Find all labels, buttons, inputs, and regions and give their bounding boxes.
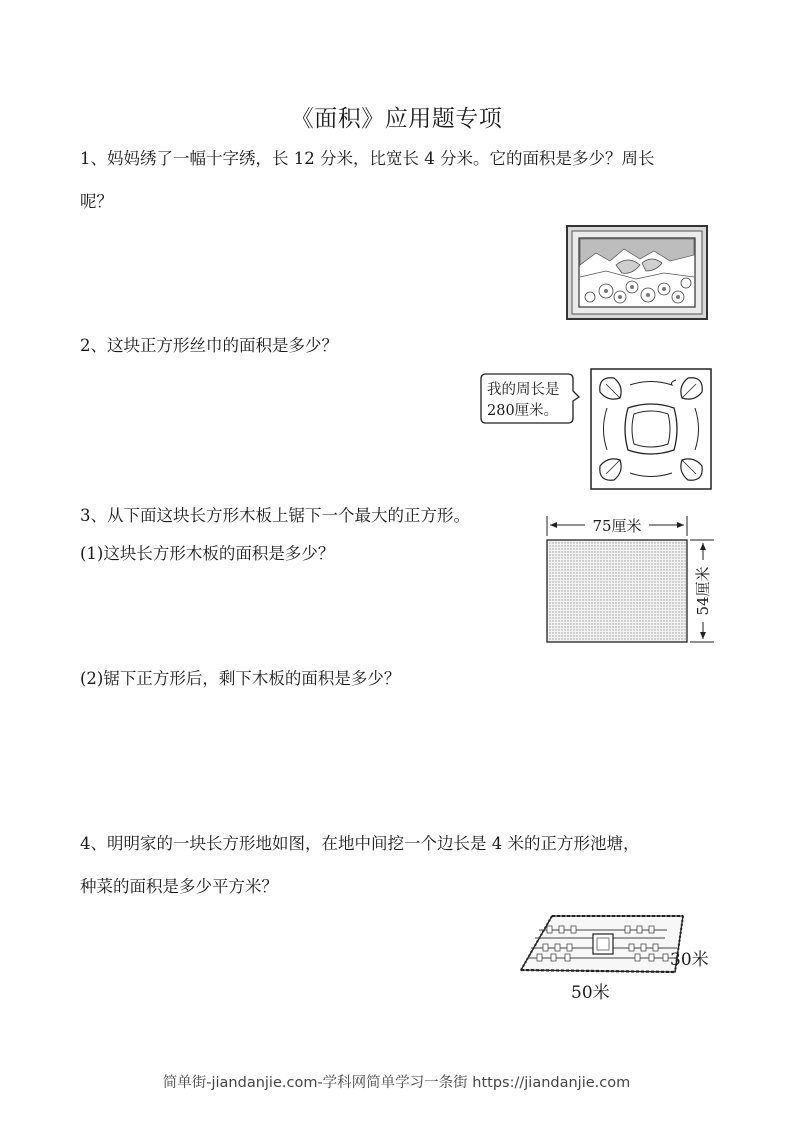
footer-text: 简单街-jiandanjie.com-学科网简单学习一条街 https://jiandanjie.com [162, 1075, 631, 1091]
field-length-label: 50米 [571, 983, 610, 1003]
field-width-label: 30米 [670, 950, 709, 970]
board-height-label: 54厘米 [694, 566, 712, 616]
question-3-sub1: (1)这块长方形木板的面积是多少？ [80, 544, 335, 563]
question-4-text-line1: 4、明明家的一块长方形地如图，在地中间挖一个边长是 4 米的正方形池塘， [80, 834, 640, 853]
board-width-label: 75厘米 [592, 517, 642, 535]
question-1-text-line2: 呢？ [80, 192, 113, 211]
question-3-sub2: (2)锯下正方形后，剩下木板的面积是多少？ [80, 669, 401, 688]
question-4-text-line2: 种菜的面积是多少平方米？ [80, 877, 278, 896]
wood-board-figure [540, 512, 720, 648]
square-scarf-figure [590, 368, 712, 490]
speech-bubble-line1: 我的周长是 [487, 382, 560, 398]
speech-bubble-line2: 280厘米。 [487, 403, 559, 419]
vegetable-field-figure [517, 908, 717, 1008]
page-title: 《面积》应用题专项 [290, 106, 503, 132]
question-1-text-line1: 1、妈妈绣了一幅十字绣，长 12 分米，比宽长 4 分米。它的面积是多少？周长 [80, 149, 655, 168]
speech-bubble-text [487, 380, 560, 422]
question-3-text: 3、从下面这块长方形木板上锯下一个最大的正方形。 [80, 506, 470, 525]
question-2-text: 2、这块正方形丝巾的面积是多少？ [80, 336, 338, 355]
cross-stitch-picture [566, 225, 708, 320]
